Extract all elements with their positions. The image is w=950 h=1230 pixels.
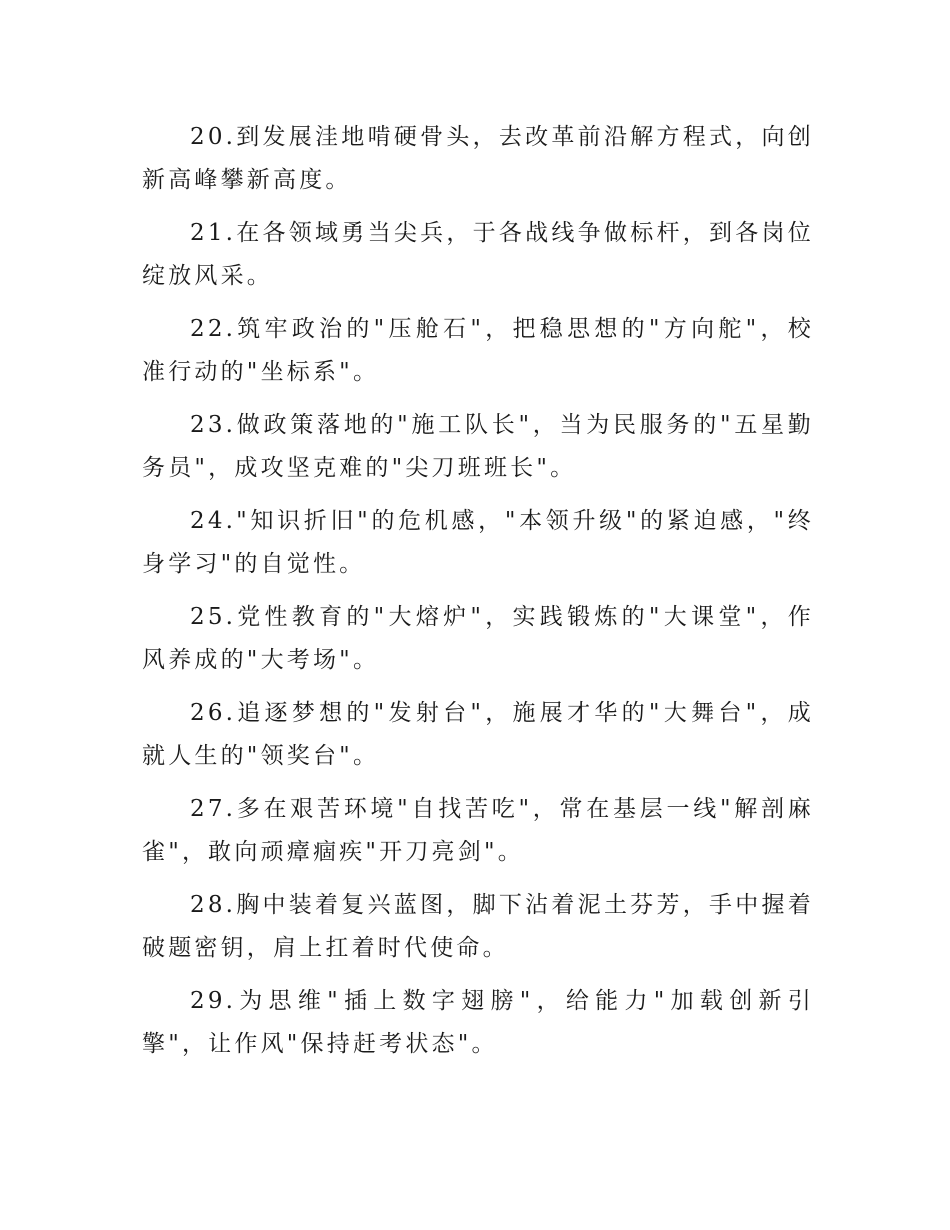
- list-item: 27.多在艰苦环境"自找苦吃"，常在基层一线"解剖麻雀"，敢向顽瘴痼疾"开刀亮剑"。: [142, 796, 814, 865]
- list-item: 25.党性教育的"大熔炉"，实践锻炼的"大课堂"，作风养成的"大考场"。: [142, 604, 814, 673]
- list-item: 23.做政策落地的"施工队长"，当为民服务的"五星勤务员"，成攻坚克难的"尖刀班班长"。: [142, 412, 814, 481]
- list-item: 24."知识折旧"的危机感，"本领升级"的紧迫感，"终身学习"的自觉性。: [142, 508, 814, 577]
- list-item: 29.为思维"插上数字翅膀"，给能力"加载创新引擎"，让作风"保持赶考状态"。: [142, 988, 814, 1057]
- list-item: 28.胸中装着复兴蓝图，脚下沾着泥土芬芳，手中握着破题密钥，肩上扛着时代使命。: [142, 892, 814, 961]
- list-item: 22.筑牢政治的"压舱石"，把稳思想的"方向舵"，校准行动的"坐标系"。: [142, 316, 814, 385]
- document-body: [142, 116, 814, 1076]
- list-item: 21.在各领域勇当尖兵，于各战线争做标杆，到各岗位绽放风采。: [142, 220, 814, 289]
- list-item: 26.追逐梦想的"发射台"，施展才华的"大舞台"，成就人生的"领奖台"。: [142, 700, 814, 769]
- list-item: 20.到发展洼地啃硬骨头，去改革前沿解方程式，向创新高峰攀新高度。: [142, 124, 814, 193]
